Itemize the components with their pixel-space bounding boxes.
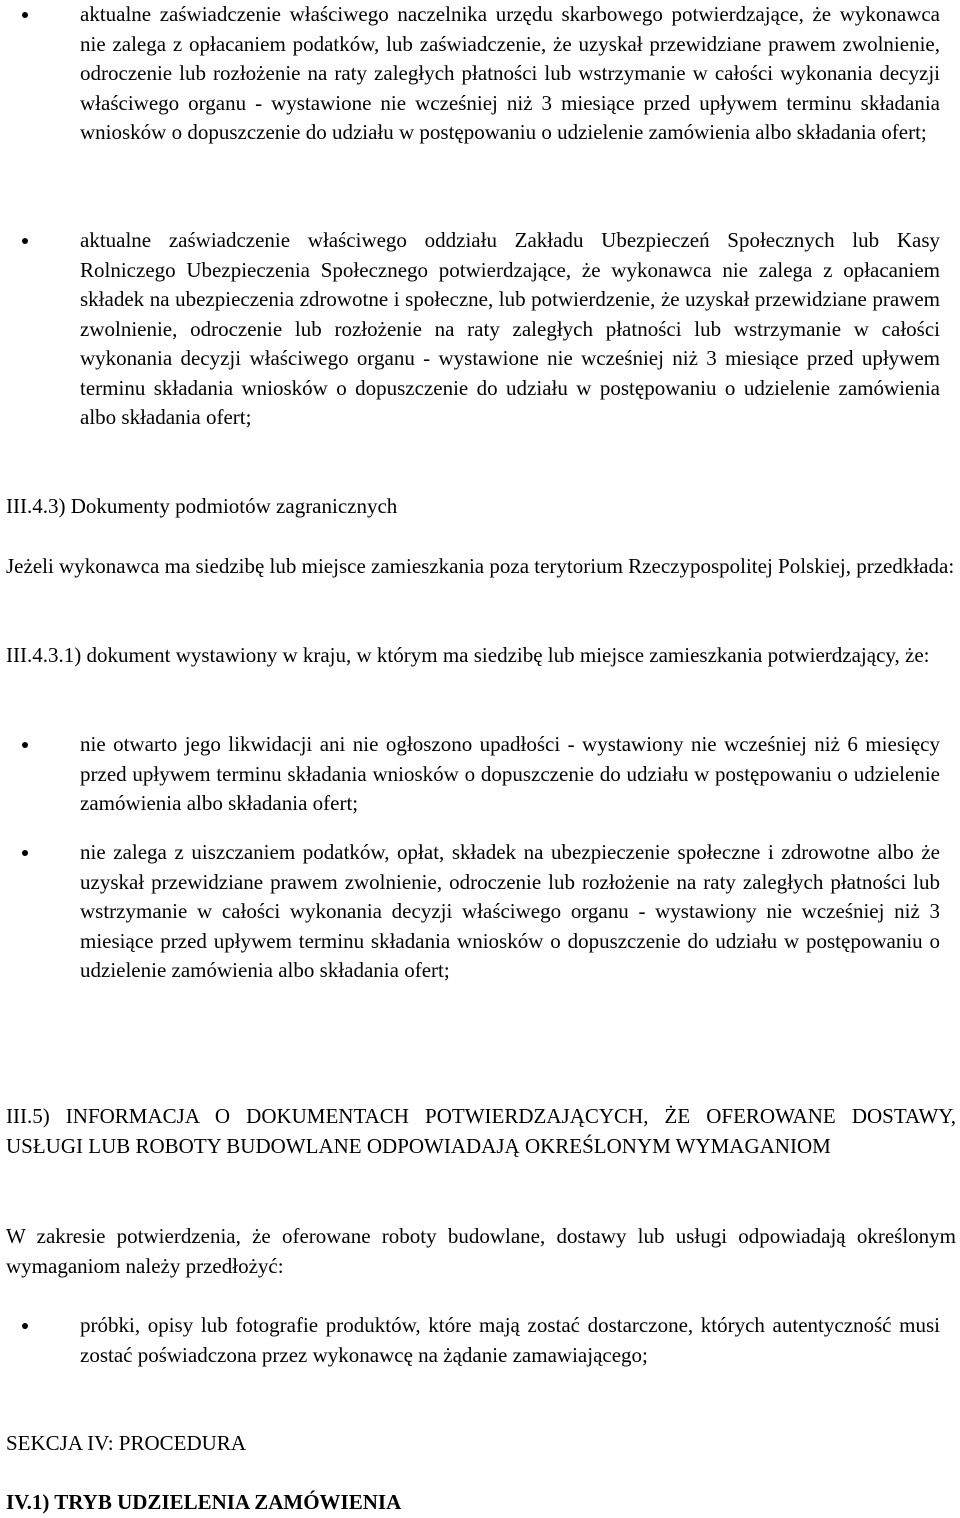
subsection-heading-iii-4-3-1: III.4.3.1) dokument wystawiony w kraju, w którym ma siedzibę lub miejsce zamieszkania potwierdzający, że: — [6, 643, 930, 667]
list-item: aktualne zaświadczenie właściwego oddziału Zakładu Ubezpieczeń Społecznych lub Kasy Rolniczego Ubezpieczenia Społecznego potwierdzające, że wykonawca nie zalega z opłacaniem składek na ubezpieczenia zdrowotne i społeczne, lub potwierdzenie, że uzyskał przewidziane prawem zwolnienie, odroczenie lub rozłożenie na raty zaległych płatności lub wstrzymanie w całości wykonania decyzji właściwego organu - wystawione nie wcześniej niż 3 miesiące przed upływem terminu składania wniosków o dopuszczenie do udziału w postępowaniu o udzielenie zamówienia albo składania ofert; — [80, 228, 940, 429]
section-heading-iv: SEKCJA IV: PROCEDURA — [6, 1431, 246, 1455]
section-intro-paragraph: Jeżeli wykonawca ma siedzibę lub miejsce zamieszkania poza terytorium Rzeczypospolitej Polskiej, przedkłada: — [6, 554, 955, 578]
bullet-icon — [22, 850, 28, 856]
bullet-icon — [22, 742, 28, 748]
bullet-icon — [22, 1323, 28, 1329]
list-item: aktualne zaświadczenie właściwego naczelnika urzędu skarbowego potwierdzające, że wykonawca nie zalega z opłacaniem podatków, lub zaświadczenie, że uzyskał przewidziane prawem zwolnienie, odroczenie lub rozłożenie na raty zaległych płatności lub wstrzymanie w całości wykonania decyzji właściwego organu - wystawione nie wcześniej niż 3 miesiące przed upływem terminu składania wniosków o dopuszczenie do udziału w postępowaniu o udzielenie zamówienia albo składania ofert; — [80, 2, 940, 144]
section-heading-iii-4-3: III.4.3) Dokumenty podmiotów zagranicznych — [6, 494, 398, 518]
list-item: próbki, opisy lub fotografie produktów, które mają zostać dostarczone, których autentyczność musi zostać poświadczona przez wykonawcę na żądanie zamawiającego; — [80, 1313, 940, 1367]
subsection-heading-iv-1: IV.1) TRYB UDZIELENIA ZAMÓWIENIA — [6, 1490, 402, 1514]
bullet-icon — [22, 238, 28, 244]
bullet-icon — [22, 12, 28, 18]
section-heading-iii-5: III.5) INFORMACJA O DOKUMENTACH POTWIERDZAJĄCYCH, ŻE OFEROWANE DOSTAWY, USŁUGI LUB ROBOTY BUDOWLANE ODPOWIADAJĄ OKREŚLONYM WYMAGANIOM — [6, 1104, 956, 1158]
section-intro-paragraph: W zakresie potwierdzenia, że oferowane roboty budowlane, dostawy lub usługi odpowiadają określonym wymaganiom należy przedłożyć: — [6, 1224, 956, 1278]
list-item: nie zalega z uiszczaniem podatków, opłat, składek na ubezpieczenie społeczne i zdrowotne albo że uzyskał przewidziane prawem zwolnienie, odroczenie lub rozłożenie na raty zaległych płatności lub wstrzymanie w całości wykonania decyzji właściwego organu - wystawiony nie wcześniej niż 3 miesiące przed upływem terminu składania wniosków o dopuszczenie do udziału w postępowaniu o udzielenie zamówienia albo składania ofert; — [80, 840, 940, 982]
list-item: nie otwarto jego likwidacji ani nie ogłoszono upadłości - wystawiony nie wcześniej niż 6 miesięcy przed upływem terminu składania wniosków o dopuszczenie do udziału w postępowaniu o udzielenie zamówienia albo składania ofert; — [80, 732, 940, 815]
